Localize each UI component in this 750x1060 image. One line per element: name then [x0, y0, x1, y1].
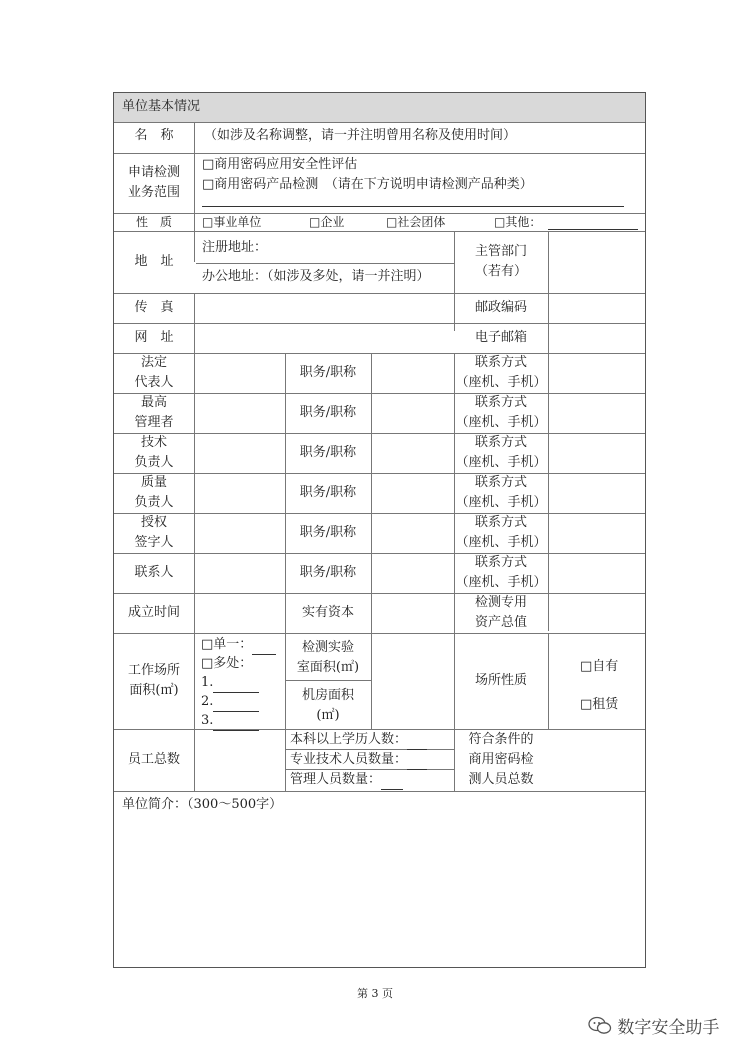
property-label: 场所性质	[474, 673, 527, 688]
section-title: 单位基本情况	[122, 99, 201, 114]
server-room-label-1: 机房面积	[301, 688, 354, 703]
contact-label-1: 联系方式	[474, 555, 527, 570]
staff-total-label: 员工总数	[127, 752, 180, 767]
position-label: 职务/职称	[299, 525, 357, 540]
scope-fill-line[interactable]	[202, 206, 624, 207]
office-address[interactable]: 办公地址：（如涉及多处，请一并注明）	[202, 269, 430, 284]
server-room-label-2: (㎡)	[316, 708, 340, 723]
info-table	[113, 92, 646, 968]
property-own[interactable]: □自有	[580, 659, 619, 674]
person-quality-lead-1: 质量	[140, 475, 167, 490]
person-top-manager-1: 最高	[140, 395, 167, 410]
assets-label-2: 资产总值	[474, 615, 527, 630]
qualified-staff-2: 商用密码检	[468, 752, 534, 767]
nature-label: 性 质	[135, 215, 172, 229]
workplace-item-2[interactable]: 2.	[201, 692, 259, 712]
position-label: 职务/职称	[299, 405, 357, 420]
contact-label-2: （座机、手机）	[455, 375, 547, 390]
property-rent[interactable]: □租赁	[580, 697, 619, 712]
contact-label-2: （座机、手机）	[455, 495, 547, 510]
company-intro-label: 单位简介：（300～500字）	[122, 797, 283, 812]
workplace-item-1[interactable]: 1.	[201, 673, 259, 693]
staff-bachelor[interactable]: 本科以上学历人数：	[290, 730, 427, 750]
establish-date-label: 成立时间	[127, 605, 180, 620]
contact-label-2: （座机、手机）	[455, 535, 547, 550]
workplace-multi[interactable]: □多处：	[201, 656, 253, 671]
staff-tech[interactable]: 专业技术人员数量：	[290, 750, 427, 770]
nature-enterprise[interactable]: □企业	[309, 215, 345, 229]
contact-label-2: （座机、手机）	[455, 415, 547, 430]
name-hint: （如涉及名称调整，请一并注明曾用名称及使用时间）	[204, 128, 517, 143]
nature-public-institution[interactable]: □事业单位	[202, 215, 262, 229]
scope-option-product[interactable]: □商用密码产品检测 （请在下方说明申请检测产品种类）	[202, 177, 533, 192]
capital-label: 实有资本	[301, 605, 354, 620]
company-intro-area[interactable]	[114, 815, 645, 965]
registered-address[interactable]: 注册地址：	[202, 240, 268, 255]
nature-other-blank[interactable]	[548, 229, 638, 230]
person-contact: 联系人	[134, 565, 174, 580]
watermark-text: 数字安全助手	[617, 1018, 720, 1038]
scope-option-assessment[interactable]: □商用密码应用安全性评估	[202, 157, 358, 172]
workplace-label-2: 面积(㎡)	[129, 683, 179, 698]
nature-social-group[interactable]: □社会团体	[386, 215, 446, 229]
watermark	[588, 1013, 719, 1038]
contact-label-1: 联系方式	[474, 515, 527, 530]
workplace-item-3[interactable]: 3.	[201, 711, 259, 731]
section-header	[114, 93, 645, 123]
address-label: 地 址	[134, 254, 174, 269]
workplace-label-1: 工作场所	[127, 663, 180, 678]
name-label: 名 称	[134, 128, 174, 143]
position-label: 职务/职称	[299, 445, 357, 460]
wechat-icon	[588, 1016, 612, 1036]
position-label: 职务/职称	[299, 485, 357, 500]
contact-label-1: 联系方式	[474, 435, 527, 450]
lab-area-label-2: 室面积(㎡)	[296, 660, 360, 675]
contact-label-1: 联系方式	[474, 355, 527, 370]
lab-area-label-1: 检测实验	[301, 640, 354, 655]
website-label: 网 址	[134, 330, 174, 345]
email-label: 电子邮箱	[474, 330, 527, 345]
fax-label: 传 真	[134, 300, 174, 315]
person-legal-rep-2: 代表人	[134, 375, 174, 390]
postal-code-label: 邮政编码	[474, 300, 527, 315]
qualified-staff-1: 符合条件的	[468, 732, 534, 747]
scope-label-1: 申请检测	[127, 165, 180, 180]
contact-label-1: 联系方式	[474, 475, 527, 490]
nature-other[interactable]: □其他：	[494, 215, 542, 229]
supervisor-dept-2: （若有）	[474, 264, 527, 279]
contact-label-1: 联系方式	[474, 395, 527, 410]
scope-label-2: 业务范围	[127, 185, 180, 200]
person-signatory-1: 授权	[140, 515, 167, 530]
workplace-single[interactable]: □单一：	[201, 635, 276, 655]
assets-label-1: 检测专用	[474, 595, 527, 610]
staff-mgmt[interactable]: 管理人员数量：	[290, 770, 403, 790]
person-tech-lead-1: 技术	[140, 435, 167, 450]
contact-label-2: （座机、手机）	[455, 455, 547, 470]
supervisor-dept-1: 主管部门	[474, 244, 527, 259]
qualified-staff-3: 测人员总数	[468, 772, 534, 787]
person-top-manager-2: 管理者	[134, 415, 174, 430]
position-label: 职务/职称	[299, 365, 357, 380]
contact-label-2: （座机、手机）	[455, 575, 547, 590]
person-legal-rep-1: 法定	[140, 355, 167, 370]
person-tech-lead-2: 负责人	[134, 455, 174, 470]
page-number: 第 3 页	[357, 987, 393, 1000]
position-label: 职务/职称	[299, 565, 357, 580]
person-quality-lead-2: 负责人	[134, 495, 174, 510]
person-signatory-2: 签字人	[134, 535, 174, 550]
